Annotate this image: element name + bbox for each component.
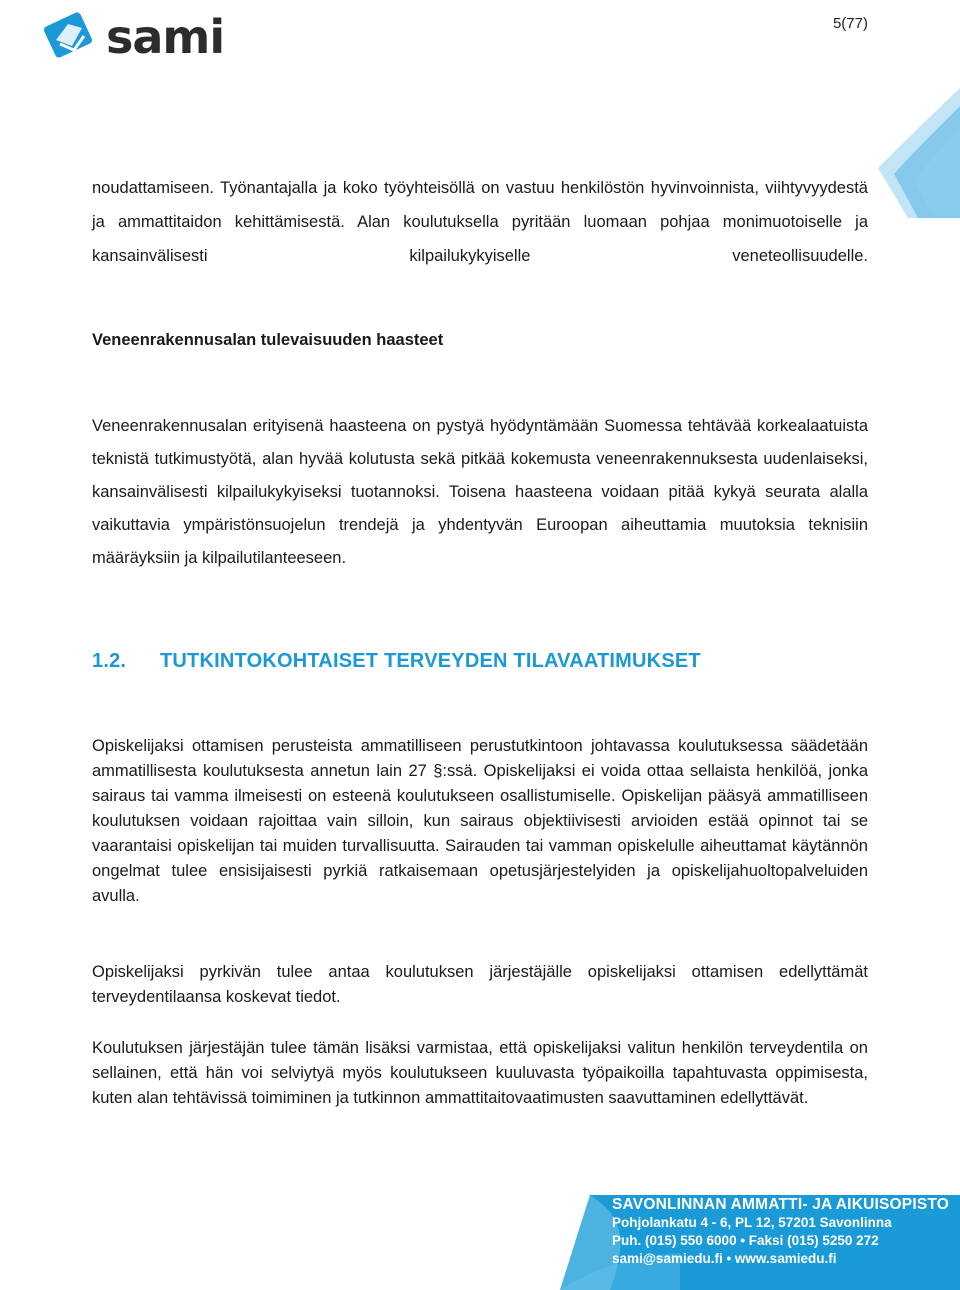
paragraph-1-block	[92, 734, 868, 909]
chapter-heading-block	[92, 650, 868, 673]
chapter-heading	[92, 650, 868, 673]
footer-contact	[612, 1197, 949, 1266]
logo-mark-icon	[44, 11, 93, 59]
chapter-number: 1.2.	[92, 650, 127, 672]
footer-school-name: SAVONLINNAN AMMATTI- JA AIKUISOPISTO	[612, 1196, 950, 1213]
paragraph-2: Opiskelijaksi pyrkivän tulee antaa koulutuksen järjestäjälle opiskelijaksi ottamisen edellyttämät terveydentilaansa koskevat tiedot.	[92, 963, 868, 1006]
footer-phone: Puh. (015) 550 6000 • Faksi (015) 5250 272	[612, 1233, 879, 1248]
paragraph-1: Opiskelijaksi ottamisen perusteista ammatilliseen perustutkintoon johtavassa koulutuksessa säädetään ammatillisesta koulutuksesta annetun lain 27 §:ssä. Opiskelijaksi ei voida ottaa sellaista henkilöä, jonka sairaus tai vamma ilmeisesti on esteenä koulutukseen osallistumiselle. Opiskelijan pääsyä ammatilliseen koulutuksen voidaan rajoittaa vain silloin, kun sairaus objektiivisesti arvioiden estää opinnot tai se vaarantaisi opiskelijan tai muiden turvallisuutta. Sairauden tai vamman opiskelulle aiheuttamat käytännön ongelmat tulee ensisijaisesti pyrkiä ratkaisemaan opetusjärjestelyiden ja opiskelijahuoltopalveluiden avulla.	[92, 737, 868, 905]
paragraph-3-block	[92, 1036, 868, 1111]
section-paragraph: Veneenrakennusalan erityisenä haasteena on pystyä hyödyntämään Suomessa tehtävää korkealaatuista teknistä tutkimustyötä, alan hyvää kolutusta sekä pitkää kokemusta veneenrakennuksesta uudenlaiseksi, kansainvälisesti kilpailukykyiseksi tuotannoksi. Toisena haasteena voidaan pitää kykyä seurata alalla vaikuttavia ympäristönsuojelun trendejä ja yhdentyvän Euroopan aiheuttamia muutoksia teknisiin määräyksiin ja kilpailutilanteeseen.	[92, 417, 868, 567]
footer-email-web: sami@samiedu.fi • www.samiedu.fi	[612, 1251, 837, 1266]
page-number: 5(77)	[832, 15, 868, 32]
corner-ribbon-decor	[878, 88, 960, 218]
intro-block	[92, 171, 868, 273]
footer-address: Pohjolankatu 4 - 6, PL 12, 57201 Savonlinna	[612, 1215, 892, 1230]
paragraph-3: Koulutuksen järjestäjän tulee tämän lisäksi varmistaa, että opiskelijaksi valitun henkilön terveydentila on sellainen, että hän voi selviytyä myös koulutukseen kuuluvasta työpaikoilla tapahtuvasta oppimisesta, kuten alan tehtävissä toimiminen ja tutkinnon ammattitaitovaatimusten saavuttaminen edellyttävät.	[92, 1039, 868, 1107]
sami-logo	[44, 6, 254, 64]
paragraph-2-block	[92, 960, 868, 1010]
logo-wordmark: sami	[106, 10, 225, 64]
section-heading: Veneenrakennusalan tulevaisuuden haasteet	[92, 331, 444, 349]
intro-paragraph: noudattamiseen. Työnantajalla ja koko työyhteisöllä on vastuu henkilöstön hyvinvoinnista, viihtyvyydestä ja ammattitaidon kehittämisestä. Alan koulutuksella pyritään luomaan pohjaa monimuotoiselle ja kansainvälisesti kilpailukykyiselle veneteollisuudelle.	[92, 179, 868, 265]
section-heading-block	[92, 331, 868, 350]
section-block	[92, 410, 868, 575]
chapter-title: TUTKINTOKOHTAISET TERVEYDEN TILAVAATIMUKSET	[160, 650, 701, 672]
